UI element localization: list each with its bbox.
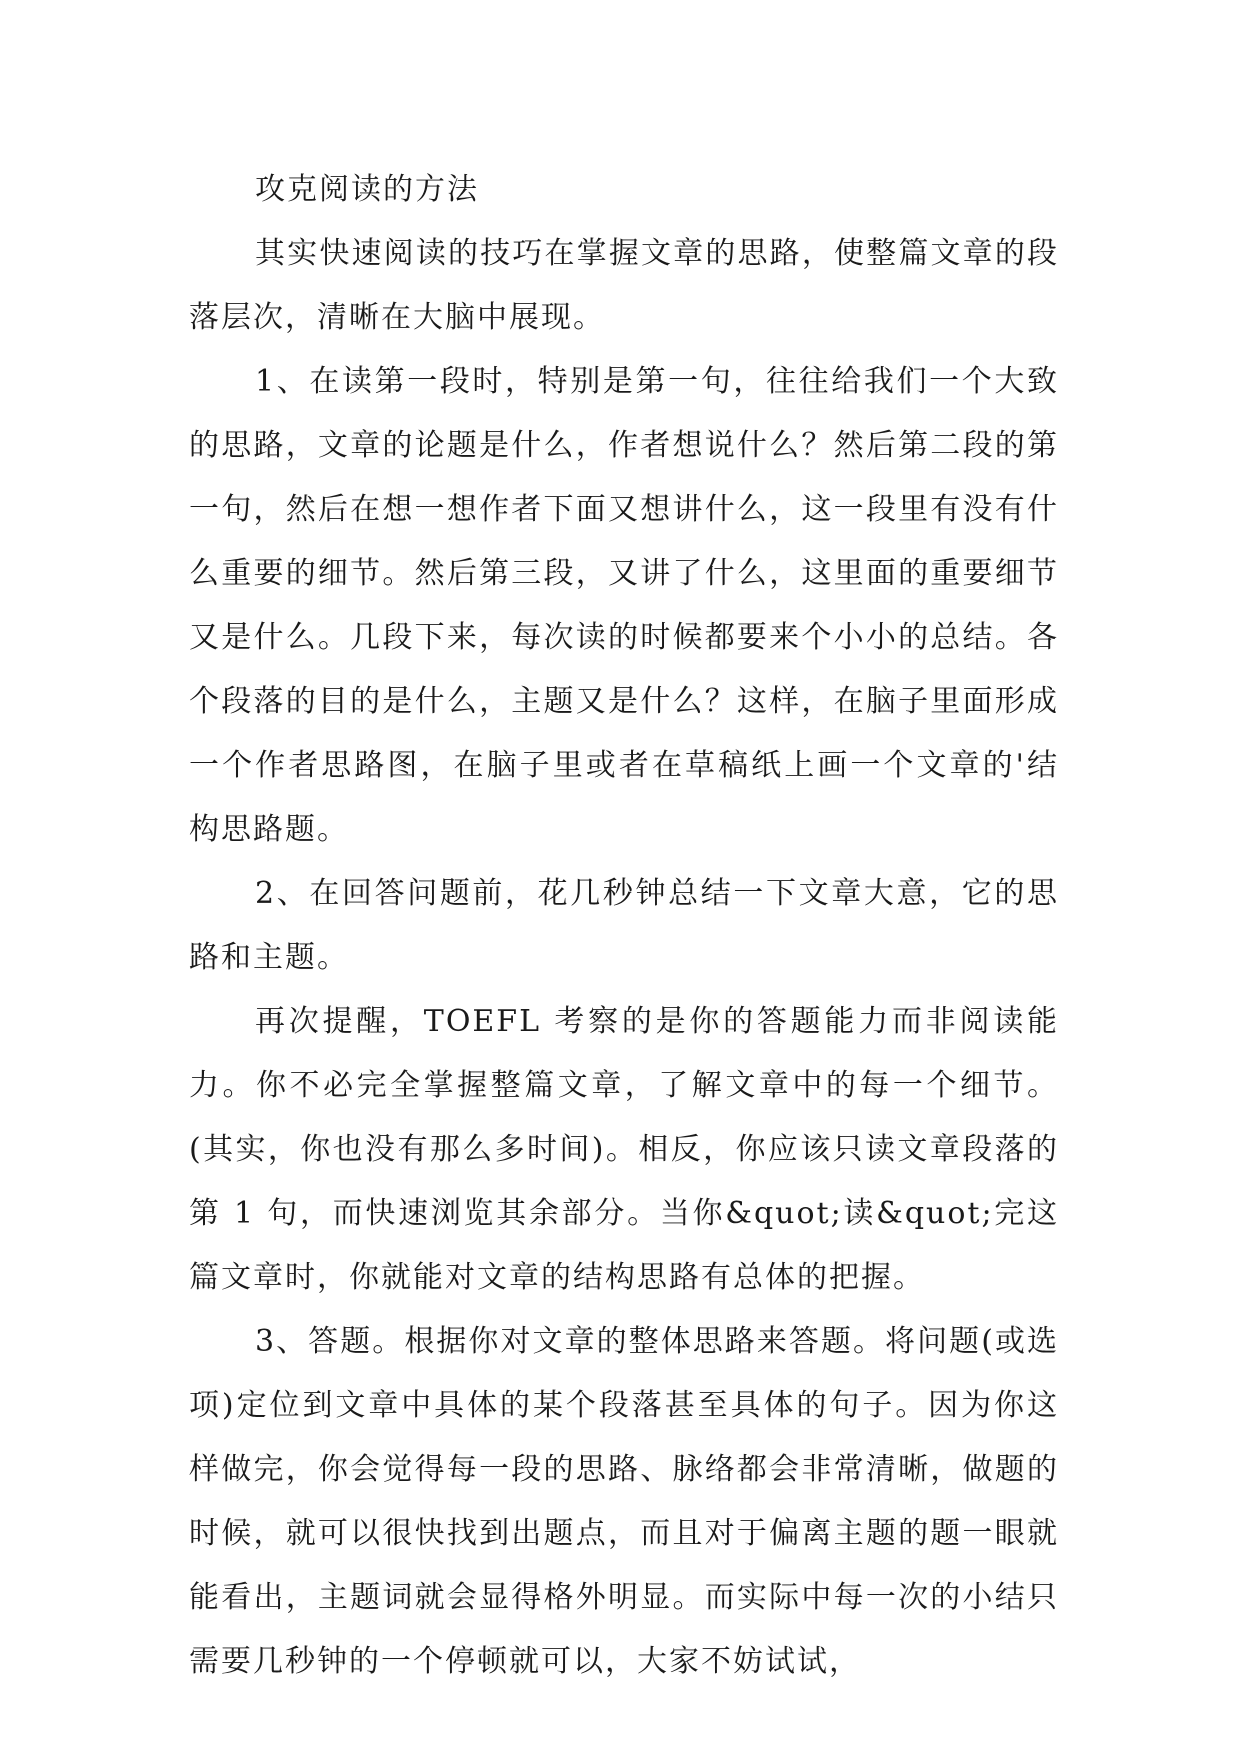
paragraph-step-2: 2、在回答问题前，花几秒钟总结一下文章大意，它的思路和主题。	[189, 876, 1059, 975]
paragraph-step-1: 1、在读第一段时，特别是第一句，往往给我们一个大致的思路，文章的论题是什么，作者想说什么？然后第二段的第一句，然后在想一想作者下面又想讲什么，这一段里有没有什么重要的细节。然后第三段，又讲了什么，这里面的重要细节又是什么。几段下来，每次读的时候都要来个小小的总结。各个段落的目的是什么，主题又是什么？这样，在脑子里面形成一个作者思路图，在脑子里或者在草稿纸上画一个文章的'结构思路题。	[189, 364, 1059, 847]
paragraph-step-3: 3、答题。根据你对文章的整体思路来答题。将问题(或选项)定位到文章中具体的某个段落甚至具体的句子。因为你这样做完，你会觉得每一段的思路、脉络都会非常清晰，做题的时候，就可以很快找到出题点，而且对于偏离主题的题一眼就能看出，主题词就会显得格外明显。而实际中每一次的小结只需要几秒钟的一个停顿就可以，大家不妨试试，	[189, 1324, 1059, 1679]
paragraph-reminder: 再次提醒，TOEFL 考察的是你的答题能力而非阅读能力。你不必完全掌握整篇文章，了解文章中的每一个细节。(其实，你也没有那么多时间)。相反，你应该只读文章段落的第 1 句，而快速浏览其余部分。当你&quot;读&quot;完这篇文章时，你就能对文章的结构思路有总体的把握。	[189, 1004, 1059, 1295]
document-body	[189, 158, 1059, 1694]
paragraph-intro: 其实快速阅读的技巧在掌握文章的思路，使整篇文章的段落层次，清晰在大脑中展现。	[189, 236, 1059, 335]
document-title: 攻克阅读的方法	[255, 172, 479, 207]
